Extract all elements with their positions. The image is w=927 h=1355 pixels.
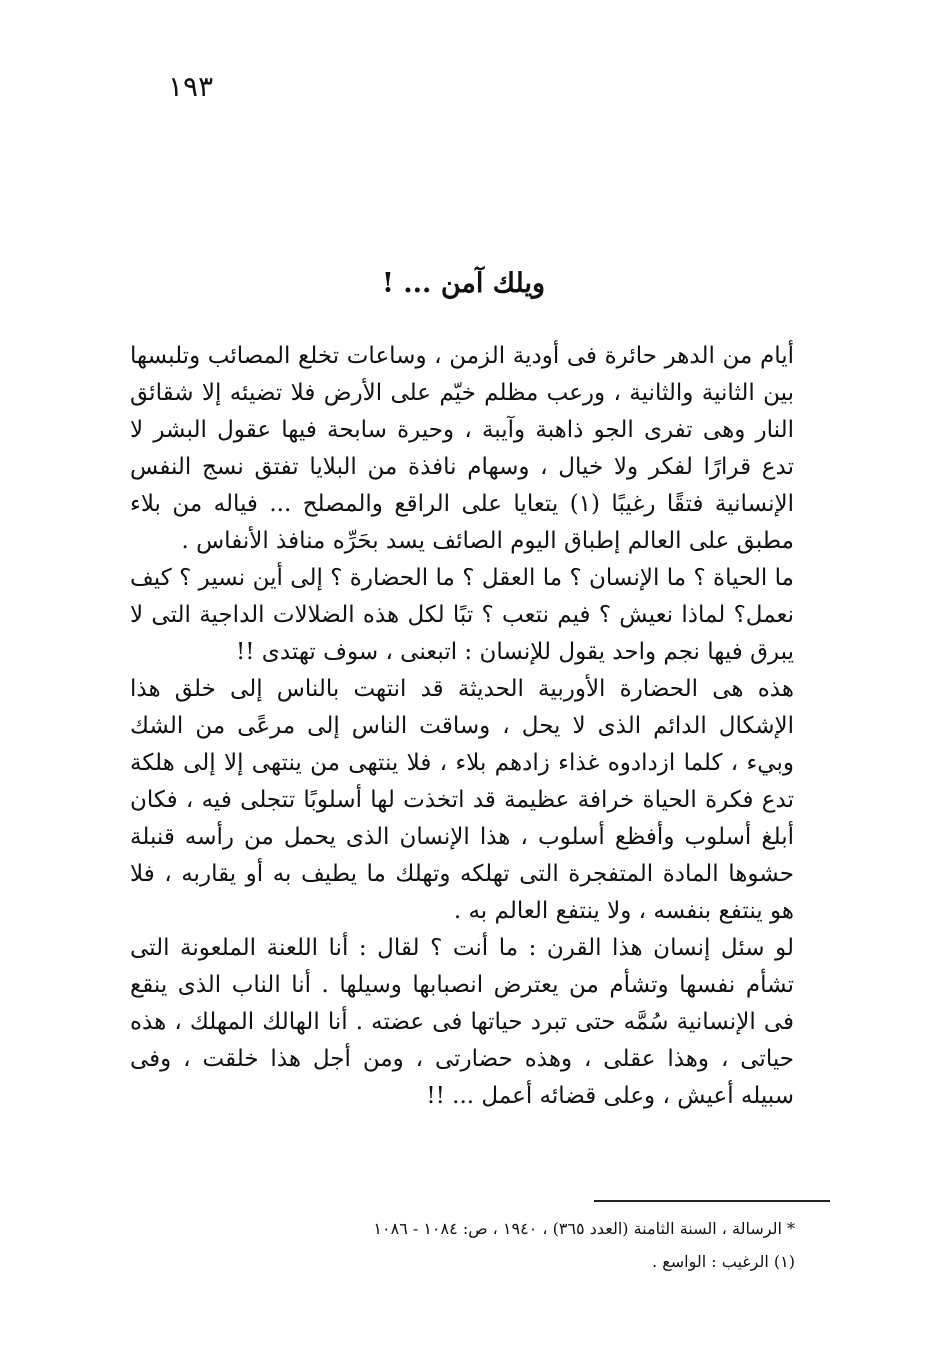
footnote-1: (١) الرغيب : الواسع . [652, 1252, 795, 1271]
article-body [130, 338, 794, 1115]
paragraph-4: لو سئل إنسان هذا القرن : ما أنت ؟ لقال : أنا اللعنة الملعونة التى تشأم نفسها وتشأم من يعترض انصبابها وسيلها . أنا الناب الذى ينقع فى الإنسانية سُمَّه حتى تبرد حياتها فى عضته . أنا الهالك المهلك ، هذه حياتى ، وهذا عقلى ، وهذه حضارتى ، ومن أجل هذا خلقت ، وفى سبيله أعيش ، وعلى قضائه أعمل ... !! [130, 935, 794, 1109]
page-number: ١٩٣ [168, 70, 214, 103]
paragraph-2: ما الحياة ؟ ما الإنسان ؟ ما العقل ؟ ما الحضارة ؟ إلى أين نسير ؟ كيف نعمل؟ لماذا نعيش ؟ فيم نتعب ؟ تبًا لكل هذه الضلالات الداجية التى لا يبرق فيها نجم واحد يقول للإنسان : اتبعنى ، سوف تهتدى !! [130, 565, 794, 665]
paragraph-3: هذه هى الحضارة الأوربية الحديثة قد انتهت بالناس إلى خلق هذا الإشكال الدائم الذى لا يحل ، وساقت الناس إلى مرعًى من الشك وبيء ، كلما ازدادوه غذاء زادهم بلاء ، فلا ينتهى من ينتهى إلا إلى هلكة تدع فكرة الحياة خرافة عظيمة قد اتخذت لها أسلوبًا تتجلى فيه ، فكان أبلغ أسلوب وأفظع أسلوب ، هذا الإنسان الذى يحمل من رأسه قنبلة حشوها المادة المتفجرة التى تهلكه وتهلك ما يطيف به أو يقاربه ، فلا هو ينتفع بنفسه ، ولا ينتفع العالم به . [130, 676, 794, 924]
paragraph-1: أيام من الدهر حائرة فى أودية الزمن ، وساعات تخلع المصائب وتلبسها بين الثانية والثانية ، ورعب مظلم خيّم على الأرض فلا تضيئه إلا شقائق النار وهى تفرى الجو ذاهبة وآيبة ، وحيرة سابحة فيها عقول البشر لا تدع قرارًا لفكر ولا خيال ، وسهام نافذة من البلايا تفتق نسج النفس الإنسانية فتقًا رغيبًا (١) يتعايا على الراقع والمصلح ... فياله من بلاء مطبق على العالم إطباق اليوم الصائف يسد بحَرِّه منافذ الأنفاس . [130, 343, 794, 554]
footnotes [220, 1212, 795, 1278]
article-title: ويلك آمن ... ! [381, 268, 545, 299]
footnote-divider [594, 1200, 830, 1202]
source-footnote: * الرسالة ، السنة الثامنة (العدد ٣٦٥) ، ١٩٤٠ ، ص: ١٠٨٤ - ١٠٨٦ [373, 1219, 795, 1238]
